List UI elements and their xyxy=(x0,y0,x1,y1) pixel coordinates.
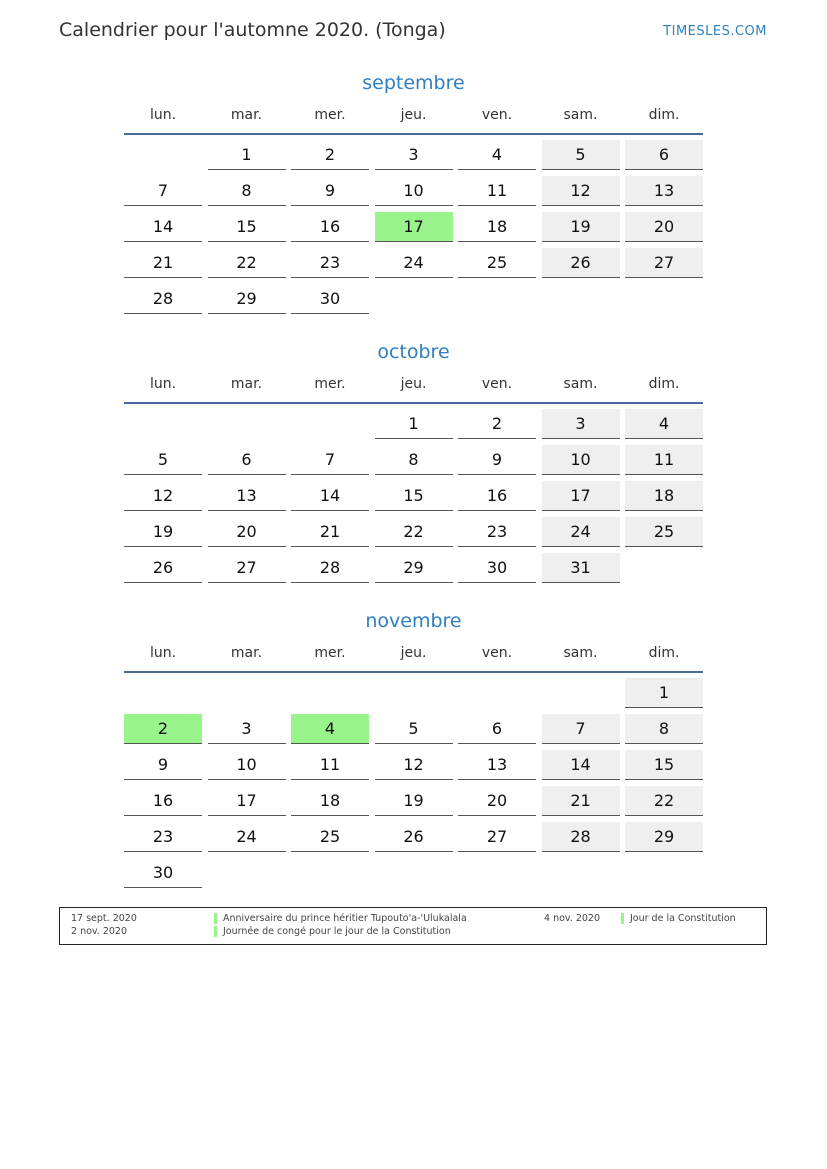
day-cell: 20 xyxy=(208,517,286,547)
day-cell: 13 xyxy=(208,481,286,511)
weekday-label: mer. xyxy=(314,376,346,392)
day-cell: 10 xyxy=(375,176,453,206)
day-cell: 19 xyxy=(542,212,620,242)
day-cell: 23 xyxy=(291,248,369,278)
day-cell: 8 xyxy=(208,176,286,206)
day-cell: 21 xyxy=(542,786,620,816)
weekday-label: lun. xyxy=(149,645,177,661)
day-cell: 1 xyxy=(208,140,286,170)
day-cell: 12 xyxy=(375,750,453,780)
day-cell: 30 xyxy=(458,553,536,583)
day-cell: 9 xyxy=(458,445,536,475)
day-cell: 14 xyxy=(542,750,620,780)
day-cell: 4 xyxy=(458,140,536,170)
day-cell: 28 xyxy=(542,822,620,852)
weekday-label: dim. xyxy=(648,645,680,661)
day-cell: 22 xyxy=(375,517,453,547)
legend-color-marker xyxy=(214,926,217,937)
day-cell: 8 xyxy=(625,714,703,744)
weekday-label: mer. xyxy=(314,645,346,661)
day-cell: 3 xyxy=(208,714,286,744)
weekday-label: sam. xyxy=(563,376,598,392)
legend-label: Jour de la Constitution xyxy=(630,913,736,924)
day-cell: 27 xyxy=(208,553,286,583)
weekday-label: sam. xyxy=(563,107,598,123)
day-cell: 5 xyxy=(375,714,453,744)
day-cell: 13 xyxy=(458,750,536,780)
legend-date: 2 nov. 2020 xyxy=(71,926,127,937)
day-cell: 26 xyxy=(124,553,202,583)
day-cell: 16 xyxy=(458,481,536,511)
day-cell: 23 xyxy=(124,822,202,852)
weekday-label: ven. xyxy=(481,107,513,123)
day-cell: 15 xyxy=(208,212,286,242)
legend-date: 4 nov. 2020 xyxy=(544,913,600,924)
day-cell: 1 xyxy=(375,409,453,439)
header-divider xyxy=(124,402,703,404)
weekday-label: ven. xyxy=(481,376,513,392)
weekday-label: mar. xyxy=(230,376,263,392)
day-cell: 5 xyxy=(124,445,202,475)
day-cell: 3 xyxy=(375,140,453,170)
day-cell: 31 xyxy=(542,553,620,583)
day-cell: 16 xyxy=(124,786,202,816)
day-cell: 1 xyxy=(625,678,703,708)
weekday-label: ven. xyxy=(481,645,513,661)
day-cell: 2 xyxy=(291,140,369,170)
day-cell: 29 xyxy=(625,822,703,852)
day-cell: 19 xyxy=(124,517,202,547)
day-cell: 26 xyxy=(542,248,620,278)
day-cell: 30 xyxy=(124,858,202,888)
month-calendar-novembre xyxy=(124,608,703,882)
day-cell: 15 xyxy=(375,481,453,511)
weekday-header xyxy=(124,105,703,125)
day-cell: 3 xyxy=(542,409,620,439)
day-cell: 26 xyxy=(375,822,453,852)
day-cell: 24 xyxy=(208,822,286,852)
day-cell: 30 xyxy=(291,284,369,314)
day-cell: 21 xyxy=(124,248,202,278)
day-cell: 19 xyxy=(375,786,453,816)
day-cell: 7 xyxy=(124,176,202,206)
day-cell: 27 xyxy=(625,248,703,278)
day-cell: 6 xyxy=(458,714,536,744)
day-cell: 10 xyxy=(542,445,620,475)
day-cell: 5 xyxy=(542,140,620,170)
day-cell: 6 xyxy=(208,445,286,475)
holiday-legend xyxy=(59,907,767,945)
day-cell: 18 xyxy=(625,481,703,511)
holiday-day-cell: 2 xyxy=(124,714,202,744)
day-cell: 24 xyxy=(375,248,453,278)
day-cell: 2 xyxy=(458,409,536,439)
legend-date: 17 sept. 2020 xyxy=(71,913,137,924)
month-name: septembre xyxy=(362,72,465,94)
day-cell: 22 xyxy=(625,786,703,816)
month-calendar-septembre xyxy=(124,70,703,308)
day-cell: 25 xyxy=(625,517,703,547)
day-cell: 10 xyxy=(208,750,286,780)
weekday-label: lun. xyxy=(149,107,177,123)
site-link[interactable]: TIMESLES.COM xyxy=(663,24,767,39)
legend-color-marker xyxy=(621,913,624,924)
weekday-label: mar. xyxy=(230,107,263,123)
day-cell: 27 xyxy=(458,822,536,852)
legend-color-marker xyxy=(214,913,217,924)
day-cell: 15 xyxy=(625,750,703,780)
legend-label: Journée de congé pour le jour de la Constitution xyxy=(223,926,451,937)
holiday-day-cell: 17 xyxy=(375,212,453,242)
day-cell: 4 xyxy=(625,409,703,439)
day-cell: 29 xyxy=(208,284,286,314)
weekday-label: jeu. xyxy=(400,376,427,392)
day-cell: 28 xyxy=(291,553,369,583)
weekday-label: mar. xyxy=(230,645,263,661)
weekday-header xyxy=(124,643,703,663)
day-cell: 9 xyxy=(124,750,202,780)
day-cell: 13 xyxy=(625,176,703,206)
day-cell: 17 xyxy=(208,786,286,816)
day-cell: 7 xyxy=(542,714,620,744)
month-calendar-octobre xyxy=(124,339,703,577)
weekday-label: dim. xyxy=(648,376,680,392)
header-divider xyxy=(124,133,703,135)
page-title: Calendrier pour l'automne 2020. (Tonga) xyxy=(59,19,446,41)
day-cell: 6 xyxy=(625,140,703,170)
day-cell: 14 xyxy=(291,481,369,511)
day-cell: 20 xyxy=(458,786,536,816)
day-cell: 12 xyxy=(124,481,202,511)
day-cell: 20 xyxy=(625,212,703,242)
month-name: novembre xyxy=(365,610,462,632)
day-cell: 22 xyxy=(208,248,286,278)
day-cell: 23 xyxy=(458,517,536,547)
day-cell: 9 xyxy=(291,176,369,206)
day-cell: 11 xyxy=(458,176,536,206)
weekday-label: dim. xyxy=(648,107,680,123)
day-cell: 11 xyxy=(291,750,369,780)
weekday-label: jeu. xyxy=(400,107,427,123)
day-cell: 12 xyxy=(542,176,620,206)
legend-label: Anniversaire du prince héritier Tupouto'a-'Ulukalala xyxy=(223,913,467,924)
day-cell: 18 xyxy=(291,786,369,816)
day-cell: 8 xyxy=(375,445,453,475)
day-cell: 28 xyxy=(124,284,202,314)
weekday-label: jeu. xyxy=(400,645,427,661)
day-cell: 29 xyxy=(375,553,453,583)
month-name: octobre xyxy=(377,341,450,363)
weekday-label: mer. xyxy=(314,107,346,123)
day-cell: 18 xyxy=(458,212,536,242)
day-cell: 17 xyxy=(542,481,620,511)
day-cell: 24 xyxy=(542,517,620,547)
weekday-label: sam. xyxy=(563,645,598,661)
day-cell: 11 xyxy=(625,445,703,475)
day-cell: 21 xyxy=(291,517,369,547)
holiday-day-cell: 4 xyxy=(291,714,369,744)
day-cell: 14 xyxy=(124,212,202,242)
weekday-header xyxy=(124,374,703,394)
header-divider xyxy=(124,671,703,673)
day-cell: 16 xyxy=(291,212,369,242)
day-cell: 25 xyxy=(291,822,369,852)
day-cell: 25 xyxy=(458,248,536,278)
weekday-label: lun. xyxy=(149,376,177,392)
day-cell: 7 xyxy=(291,445,369,475)
